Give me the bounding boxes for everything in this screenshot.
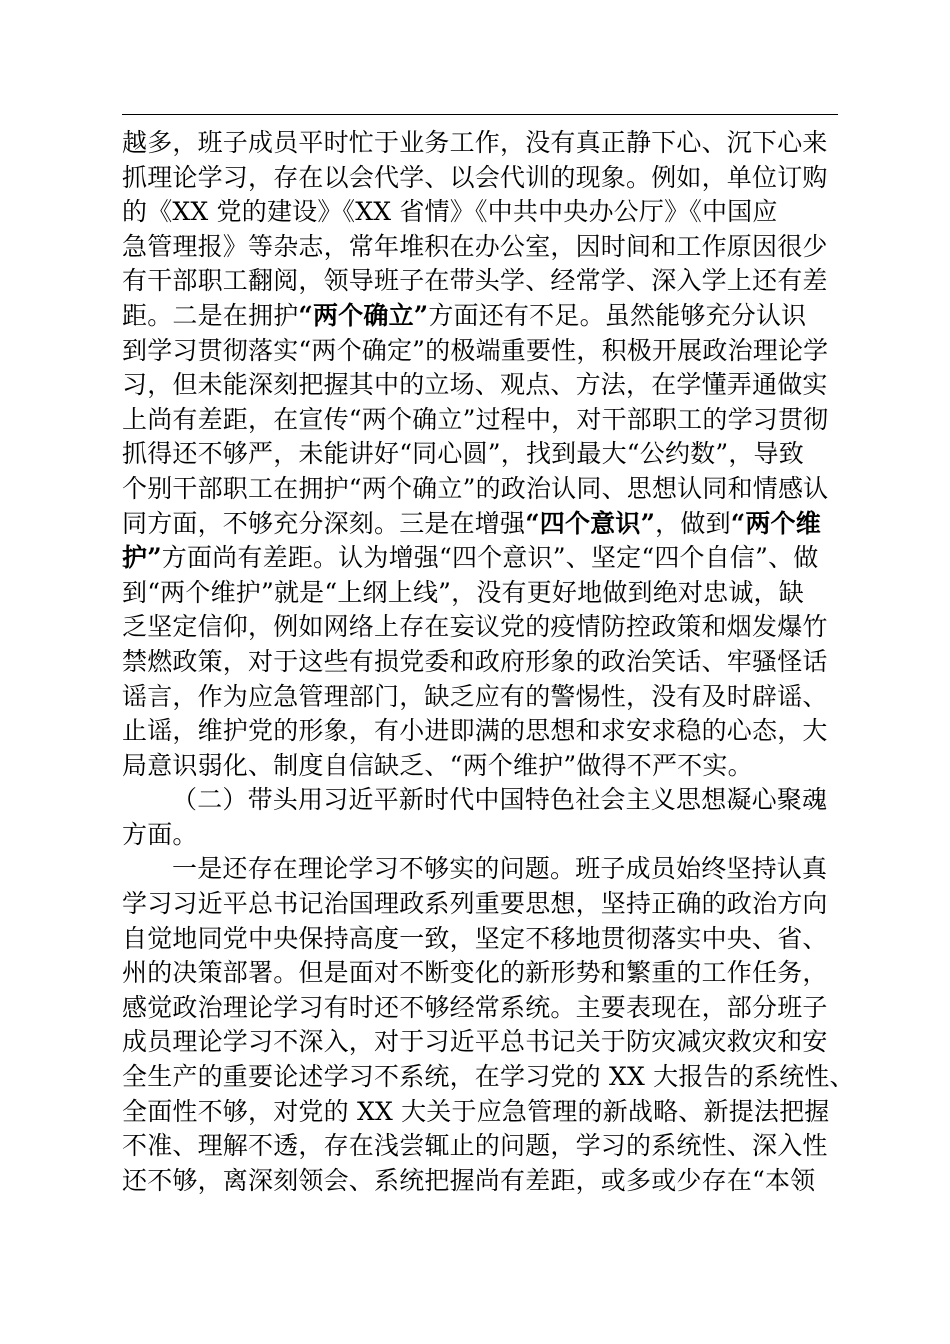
- text-line: [122, 541, 842, 576]
- bold-text-segment: 护”: [122, 543, 162, 573]
- text-segment: 方面尚有差距。认为增强“四个意识”、坚定“四个自信”、做: [161, 543, 819, 573]
- text-line: 全面性不够，对党的 XX 大关于应急管理的新战略、新提法把握: [122, 1096, 830, 1126]
- text-line: 个别干部职工在拥护“两个确立”的政治认同、思想认同和情感认: [122, 473, 829, 503]
- text-segment: 距。二是在拥护: [122, 300, 299, 330]
- header-rule: [122, 114, 838, 115]
- text-line: 乏坚定信仰，例如网络上存在妄议党的疫情防控政策和烟发爆竹: [122, 612, 828, 642]
- text-line: 禁燃政策，对于这些有损党委和政府形象的政治笑话、牢骚怪话: [122, 646, 828, 676]
- paragraph-start-line: 一是还存在理论学习不够实的问题。班子成员始终坚持认真: [172, 854, 828, 884]
- text-line: 方面。: [122, 819, 198, 849]
- text-line: 不准、理解不透，存在浅尝辄止的问题，学习的系统性、深入性: [122, 1131, 828, 1161]
- text-line: 习，但未能深刻把握其中的立场、观点、方法，在学懂弄通做实: [122, 370, 828, 400]
- text-line: 谣言，作为应急管理部门，缺乏应有的警惕性，没有及时辟谣、: [122, 681, 828, 711]
- document-body: [122, 126, 855, 1198]
- text-line: [122, 299, 842, 334]
- text-line: 到学习贯彻落实“两个确定”的极端重要性，积极开展政治理论学: [122, 335, 829, 365]
- text-line: 止谣，维护党的形象，有小进即满的思想和求安求稳的心态，大: [122, 716, 828, 746]
- text-line: 还不够，离深刻领会、系统把握尚有差距，或多或少存在“本领: [122, 1165, 816, 1195]
- text-line: 成员理论学习不深入，对于习近平总书记关于防灾减灾救灾和安: [122, 1027, 828, 1057]
- text-line: 感觉政治理论学习有时还不够经常系统。主要表现在，部分班子: [122, 992, 828, 1022]
- text-line: 急管理报》等杂志，常年堆积在办公室，因时间和工作原因很少: [122, 231, 828, 261]
- bold-text-segment: “两个确立”: [298, 300, 429, 330]
- text-line: 上尚有差距，在宣传“两个确立”过程中，对干部职工的学习贯彻: [122, 404, 829, 434]
- text-segment: 同方面，不够充分深刻。三是在增强: [122, 508, 526, 538]
- text-line: 局意识弱化、制度自信缺乏、“两个维护”做得不严不实。: [122, 750, 753, 780]
- text-segment: ，做到: [655, 508, 731, 538]
- text-line: 自觉地同党中央保持高度一致，坚定不移地贯彻落实中央、省、: [122, 923, 828, 953]
- text-line: [122, 507, 842, 542]
- text-line: 到“两个维护”就是“上纲上线”，没有更好地做到绝对忠诚，缺: [122, 577, 804, 607]
- paragraph-start-line: （二）带头用习近平新时代中国特色社会主义思想凝心聚魂: [172, 785, 828, 815]
- text-line: 的《XX 党的建设》《XX 省情》《中共中央办公厅》《中国应: [122, 197, 778, 227]
- text-line: 州的决策部署。但是面对不断变化的新形势和繁重的工作任务，: [122, 958, 828, 988]
- bold-text-segment: “两个维: [730, 508, 821, 538]
- text-line: 抓理论学习，存在以会代学、以会代训的现象。例如，单位订购: [122, 162, 828, 192]
- text-line: 有干部职工翻阅，领导班子在带头学、经常学、深入学上还有差: [122, 266, 828, 296]
- text-line: 全生产的重要论述学习不系统，在学习党的 XX 大报告的系统性、: [122, 1062, 855, 1092]
- text-line: 学习习近平总书记治国理政系列重要思想，坚持正确的政治方向: [122, 889, 828, 919]
- text-segment: 方面还有不足。虽然能够充分认识: [428, 300, 807, 330]
- bold-text-segment: “四个意识”: [525, 508, 656, 538]
- text-line: 越多，班子成员平时忙于业务工作，没有真正静下心、沉下心来: [122, 128, 828, 157]
- text-line: 抓得还不够严，未能讲好“同心圆”，找到最大“公约数”，导致: [122, 439, 804, 469]
